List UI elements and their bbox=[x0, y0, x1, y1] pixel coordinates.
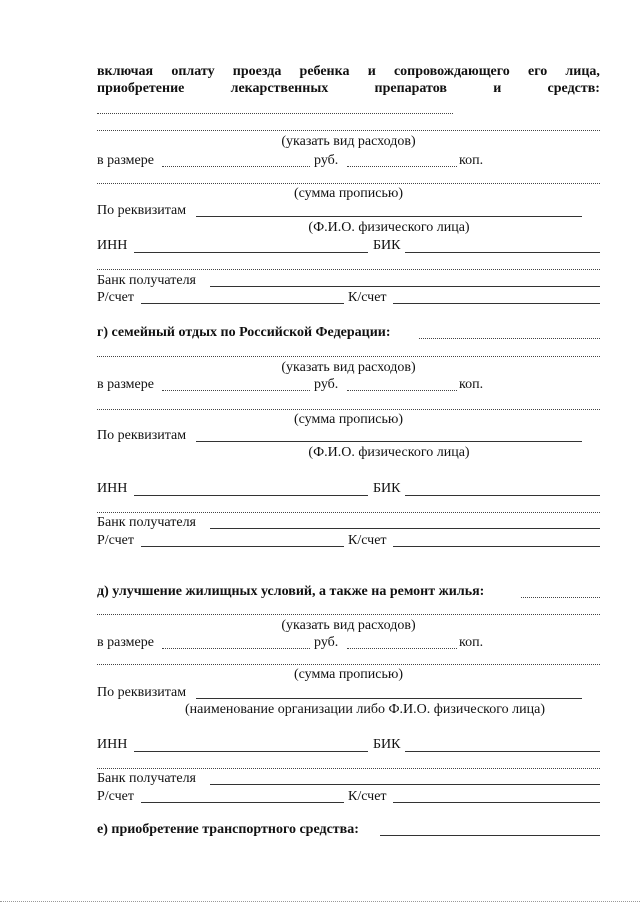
blank-line[interactable] bbox=[380, 835, 600, 836]
inn-field[interactable] bbox=[134, 495, 368, 496]
amount-in-words-hint: (сумма прописью) bbox=[293, 667, 404, 682]
intro-word: и bbox=[493, 81, 502, 96]
intro-word: средств: bbox=[547, 81, 600, 96]
bik-field[interactable] bbox=[405, 751, 600, 752]
details-field[interactable] bbox=[196, 216, 582, 217]
details-label: По реквизитам bbox=[97, 685, 187, 700]
intro-word: включая bbox=[97, 64, 154, 79]
page-edge bbox=[0, 901, 640, 902]
amount-in-words-hint: (сумма прописью) bbox=[293, 186, 404, 201]
intro-word: приобретение bbox=[97, 81, 185, 96]
settlement-account-field[interactable] bbox=[141, 546, 344, 547]
rub-label: руб. bbox=[314, 635, 339, 650]
settlement-account-field[interactable] bbox=[141, 303, 344, 304]
intro-word: сопровождающего bbox=[393, 64, 510, 79]
blank-line[interactable] bbox=[97, 183, 600, 184]
corr-account-label: К/счет bbox=[348, 789, 387, 804]
inn-label: ИНН bbox=[97, 481, 128, 496]
bank-field[interactable] bbox=[210, 784, 600, 785]
inn-field[interactable] bbox=[134, 751, 368, 752]
inn-label: ИНН bbox=[97, 238, 128, 253]
bik-field[interactable] bbox=[405, 495, 600, 496]
blank-line[interactable] bbox=[97, 269, 600, 270]
section-g-heading: г) семейный отдых по Российской Федерации: bbox=[97, 325, 391, 340]
intro-word: его bbox=[527, 64, 548, 79]
blank-line[interactable] bbox=[97, 113, 453, 114]
corr-account-label: К/счет bbox=[348, 533, 387, 548]
bik-label: БИК bbox=[373, 238, 401, 253]
section-e-heading: е) приобретение транспортного средства: bbox=[97, 822, 359, 837]
intro-word: лица, bbox=[565, 64, 600, 79]
blank-line[interactable] bbox=[97, 664, 600, 665]
kop-field[interactable] bbox=[347, 166, 457, 167]
bank-field[interactable] bbox=[210, 286, 600, 287]
corr-account-field[interactable] bbox=[393, 303, 600, 304]
bik-field[interactable] bbox=[405, 252, 600, 253]
section-d-heading: д) улучшение жилищных условий, а также на ремонт жилья: bbox=[97, 584, 485, 599]
person-name-hint: (Ф.И.О. физического лица) bbox=[308, 445, 470, 460]
bank-field[interactable] bbox=[210, 528, 600, 529]
org-or-person-hint: (наименование организации либо Ф.И.О. физического лица) bbox=[184, 702, 546, 717]
rub-field[interactable] bbox=[162, 648, 310, 649]
settlement-account-label: Р/счет bbox=[97, 290, 134, 305]
bank-label: Банк получателя bbox=[97, 771, 196, 786]
intro-word: ребенка bbox=[299, 64, 350, 79]
bik-label: БИК bbox=[373, 737, 401, 752]
kop-field[interactable] bbox=[347, 648, 457, 649]
inn-field[interactable] bbox=[134, 252, 368, 253]
blank-line[interactable] bbox=[97, 409, 600, 410]
expense-type-hint: (указать вид расходов) bbox=[281, 134, 416, 149]
intro-word: лекарственных bbox=[230, 81, 329, 96]
settlement-account-label: Р/счет bbox=[97, 789, 134, 804]
rub-field[interactable] bbox=[162, 390, 310, 391]
blank-line[interactable] bbox=[419, 338, 600, 339]
intro-word: проезда bbox=[232, 64, 282, 79]
corr-account-field[interactable] bbox=[393, 546, 600, 547]
inn-label: ИНН bbox=[97, 737, 128, 752]
kop-label: коп. bbox=[459, 153, 484, 168]
blank-line[interactable] bbox=[97, 768, 600, 769]
kop-label: коп. bbox=[459, 377, 484, 392]
blank-line[interactable] bbox=[521, 597, 600, 598]
corr-account-label: К/счет bbox=[348, 290, 387, 305]
settlement-account-field[interactable] bbox=[141, 802, 344, 803]
intro-word: препаратов bbox=[374, 81, 447, 96]
details-label: По реквизитам bbox=[97, 203, 187, 218]
blank-line[interactable] bbox=[97, 356, 600, 357]
details-field[interactable] bbox=[196, 441, 582, 442]
details-field[interactable] bbox=[196, 698, 582, 699]
amount-label: в размере bbox=[97, 153, 154, 168]
blank-line[interactable] bbox=[97, 130, 600, 131]
rub-field[interactable] bbox=[162, 166, 310, 167]
expense-type-hint: (указать вид расходов) bbox=[281, 360, 416, 375]
person-name-hint: (Ф.И.О. физического лица) bbox=[308, 220, 470, 235]
rub-label: руб. bbox=[314, 153, 339, 168]
kop-label: коп. bbox=[459, 635, 484, 650]
blank-line[interactable] bbox=[97, 512, 600, 513]
amount-in-words-hint: (сумма прописью) bbox=[293, 412, 404, 427]
expense-type-hint: (указать вид расходов) bbox=[281, 618, 416, 633]
intro-line-1 bbox=[97, 64, 600, 80]
rub-label: руб. bbox=[314, 377, 339, 392]
amount-label: в размере bbox=[97, 377, 154, 392]
blank-line[interactable] bbox=[97, 614, 600, 615]
intro-word: и bbox=[367, 64, 376, 79]
intro-word: оплату bbox=[171, 64, 215, 79]
intro-line-2 bbox=[97, 81, 600, 97]
kop-field[interactable] bbox=[347, 390, 457, 391]
bank-label: Банк получателя bbox=[97, 515, 196, 530]
details-label: По реквизитам bbox=[97, 428, 187, 443]
bik-label: БИК bbox=[373, 481, 401, 496]
amount-label: в размере bbox=[97, 635, 154, 650]
bank-label: Банк получателя bbox=[97, 273, 196, 288]
corr-account-field[interactable] bbox=[393, 802, 600, 803]
settlement-account-label: Р/счет bbox=[97, 533, 134, 548]
